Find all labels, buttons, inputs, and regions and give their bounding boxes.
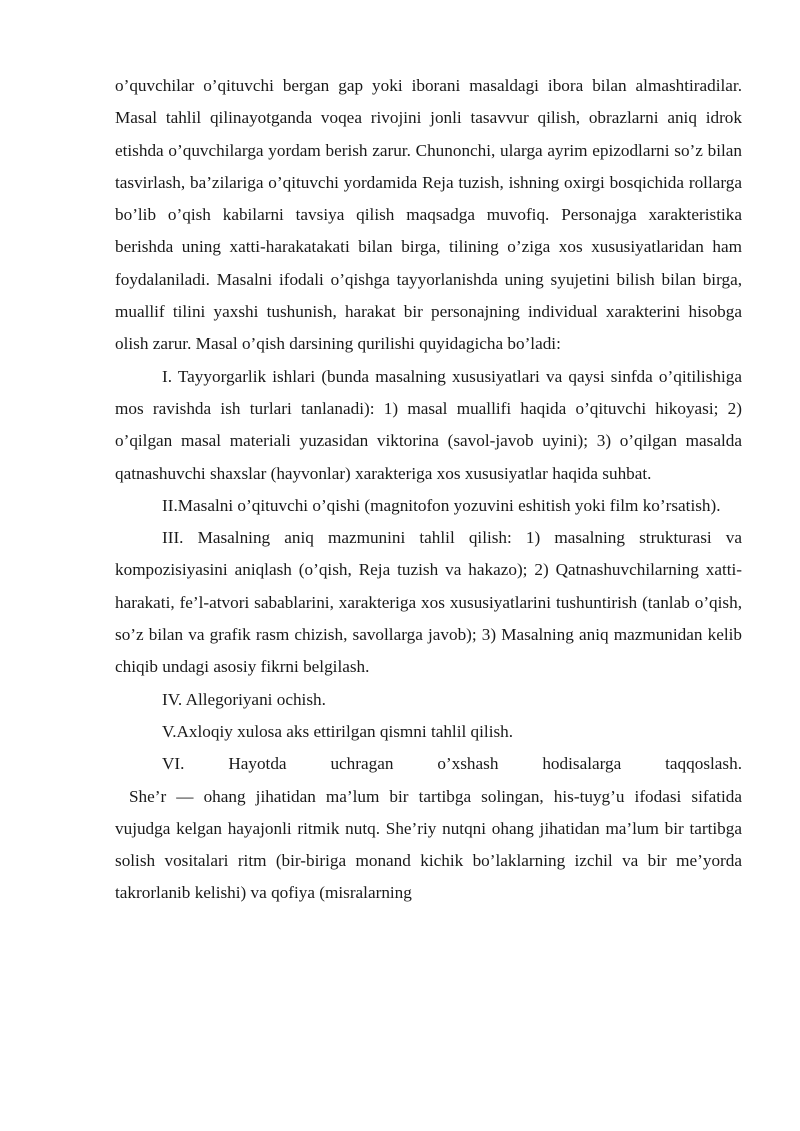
- paragraph-mazmun-tahlili: III. Masalning aniq mazmunini tahlil qilish: 1) masalning strukturasi va kompozisiyasini aniqlash (o’qish, Reja tuzish va hakazo); 2) Qatnashuvchilarning xatti-harakati, fe’l-atvori sabablarini, xarakteriga xos xususiyatlarini tushuntirish (tanlab o’qish, so’z bilan va grafik rasm chizish, savollarga javob); 3) Masalning aniq mazmunidan kelib chiqib undagi asosiy fikrni belgilash.: [115, 528, 742, 677]
- paragraph-sher-tarifi: She’r — ohang jihatidan ma’lum bir tartibga solingan, his-tuyg’u ifodasi sifatida vujudga kelgan hayajonli ritmik nutq. She’riy nutqni ohang jihatidan ma’lum bir tartibga solish vositalari ritm (bir-biriga monand kichik bo’laklarning izchil va bir me’yorda takrorlanib kelishi) va qofiya (misralarning: [115, 786, 742, 903]
- paragraph-tayyorgarlik-ishlari: I. Tayyorgarlik ishlari (bunda masalning xususiyatlari va qaysi sinfda o’qitilishiga mos ravishda ish turlari tanlanadi): 1) masal muallifi haqida o’qituvchi hikoyasi; 2) o’qilgan masal materiali yuzasidan viktorina (savol-javob uyini); 3) o’qilgan masalda qatnashuvchi shaxslar (hayvonlar) xarakteriga xos xususiyatlar haqida suhbat.: [115, 366, 742, 483]
- paragraph-masal-tahlil: o’quvchilar o’qituvchi bergan gap yoki iborani masaldagi ibora bilan almashtiradilar. Masal tahlil qilinayotganda voqea rivojini jonli tasavvur qilish, obrazlarni aniq idrok etishda o’quvchilarga yordam berish zarur. Chunonchi, ularga ayrim epizodlarni so’z bilan tasvirlash, ba’zilariga o’qituvchi yordamida Reja tuzish, ishning oxirgi bosqichida rollarga bo’lib o’qish kabilarni tavsiya qilish maqsadga muvofiq. Personajga xarakteristika berishda uning xatti-harakatakati bilan birga, tilining o’ziga xos xususiyatlaridan ham foydalaniladi. Masalni ifodali o’qishga tayyorlanishda uning syujetini bilish bilan birga, muallif tilini yaxshi tushunish, harakat bir personajning individual xarakterini hisobga olish zarur. Masal o’qish darsining qurilishi quyidagicha bo’ladi:: [115, 76, 742, 354]
- document-page: [115, 70, 742, 910]
- paragraph-taqqoslash: VI. Hayotda uchragan o’xshash hodisalarga taqqoslash.: [162, 754, 742, 774]
- paragraph-allegoriya: IV. Allegoriyani ochish.: [162, 689, 326, 709]
- paragraph-axloqiy-xulosa: V.Axloqiy xulosa aks ettirilgan qismni tahlil qilish.: [162, 721, 514, 741]
- paragraph-oqituvchi-oqishi: II.Masalni o’qituvchi o’qishi (magnitofon yozuvini eshitish yoki film ko’rsatish).: [162, 495, 721, 515]
